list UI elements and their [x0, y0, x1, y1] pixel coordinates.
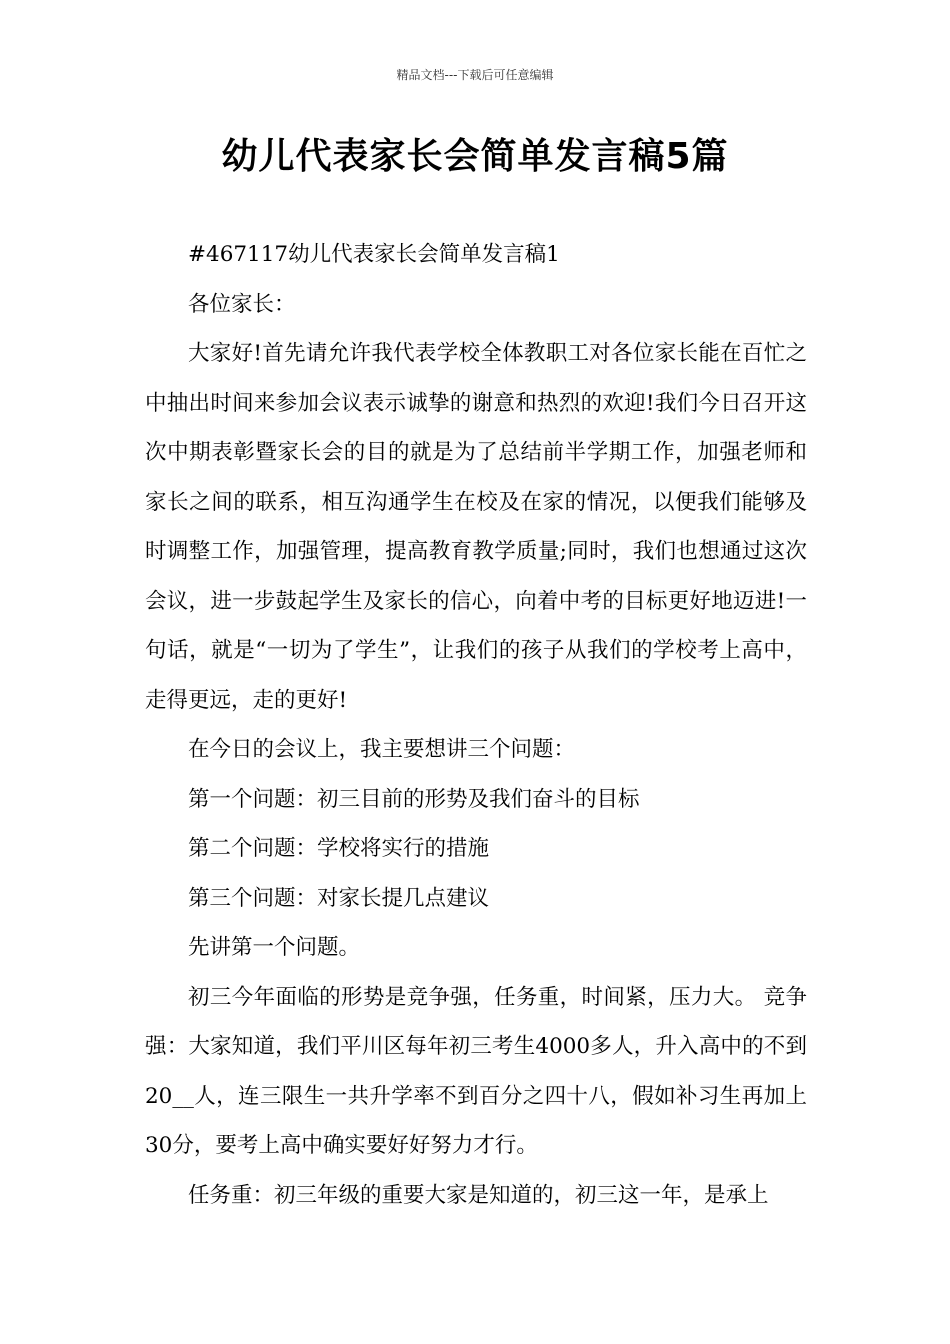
paragraph-list-item: 第三个问题：对家长提几点建议 — [188, 885, 490, 911]
paragraph: 先讲第一个问题。 — [188, 935, 361, 960]
paragraph: 初三今年面临的形势是竞争强，任务重，时间紧，压力大。 竞争强：大家知道，我们平川区每年初三考生4000多人，升入高中的不到20__人，连三限生一共升学率不到百分之四十八，假如补习生再加上30分，要考上高中确实要好好努力才行。 — [145, 984, 807, 1158]
paragraph-salutation: 各位家长： — [188, 291, 296, 317]
paragraph: 大家好!首先请允许我代表学校全体教职工对各位家长能在百忙之中抽出时间来参加会议表示诚挚的谢意和热烈的欢迎!我们今日召开这次中期表彰暨家长会的目的就是为了总结前半学期工作，加强老师和家长之间的联系，相互沟通学生在校及在家的情况，以便我们能够及时调整工作，加强管理，提高教育教学质量;同时，我们也想通过这次会议，进一步鼓起学生及家长的信心，向着中考的目标更好地迈进!一句话，就是“一切为了学生”，让我们的孩子从我们的学校考上高中，走得更远，走的更好! — [145, 341, 807, 713]
header-note: 精品文档---下载后可任意编辑 — [396, 68, 554, 82]
paragraph-list-item: 第二个问题：学校将实行的措施 — [188, 836, 490, 861]
document-body — [145, 230, 807, 1220]
paragraph: 任务重：初三年级的重要大家是知道的，初三这一年，是承上 — [188, 1182, 769, 1208]
paragraph-subtitle: #467117幼儿代表家长会简单发言稿1 — [188, 242, 560, 267]
paragraph: 在今日的会议上，我主要想讲三个问题： — [188, 737, 576, 762]
document-title: 幼儿代表家长会简单发言稿5篇 — [221, 136, 729, 177]
paragraph-list-item: 第一个问题：初三目前的形势及我们奋斗的目标 — [188, 786, 640, 812]
